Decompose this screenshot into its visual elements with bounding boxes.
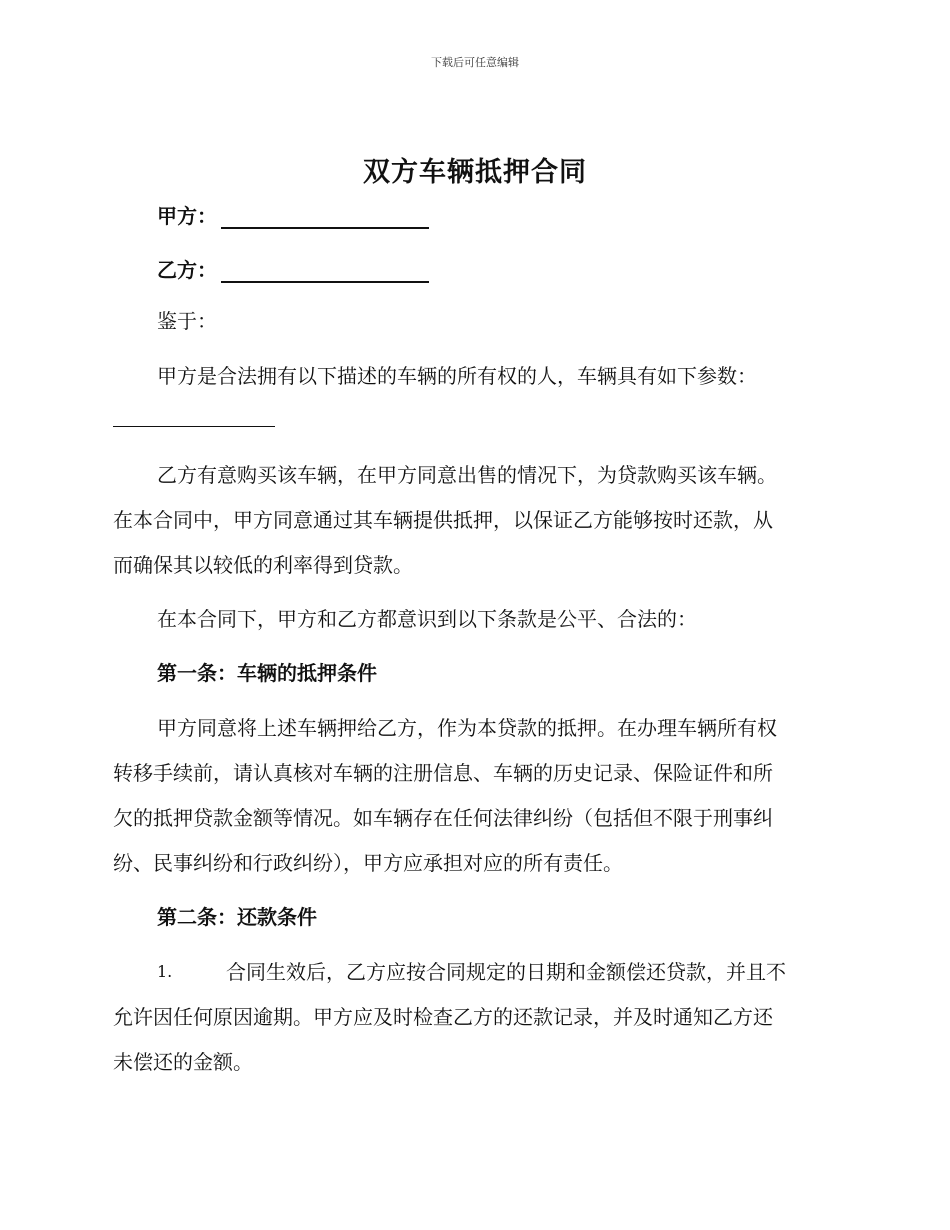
whereas-heading: 鉴于： <box>157 309 217 333</box>
paragraph-purchase-line-1: 乙方有意购买该车辆，在甲方同意出售的情况下，为贷款购买该车辆。 <box>157 463 777 487</box>
party-b-blank-line <box>221 263 429 283</box>
article-1-line-2: 转移手续前，请认真核对车辆的注册信息、车辆的历史记录、保险证件和所 <box>113 761 773 785</box>
party-b-field <box>157 254 429 283</box>
article-2-title: 第二条：还款条件 <box>157 905 317 929</box>
vehicle-params-blank-line <box>113 426 275 427</box>
header-note: 下载后可任意编辑 <box>431 56 519 69</box>
document-title: 双方车辆抵押合同 <box>363 157 587 188</box>
article-2-item-1-line-1: 合同生效后，乙方应按合同规定的日期和金额偿还贷款，并且不 <box>226 960 786 984</box>
party-a-label: 甲方： <box>157 204 217 228</box>
article-1-line-1: 甲方同意将上述车辆押给乙方，作为本贷款的抵押。在办理车辆所有权 <box>157 716 777 740</box>
article-1-line-3: 欠的抵押贷款金额等情况。如车辆存在任何法律纠纷（包括但不限于刑事纠 <box>113 806 773 830</box>
article-1-line-4: 纷、民事纠纷和行政纠纷），甲方应承担对应的所有责任。 <box>113 851 623 875</box>
paragraph-purchase-line-3: 而确保其以较低的利率得到贷款。 <box>113 553 413 577</box>
party-b-label: 乙方： <box>157 258 217 282</box>
party-a-blank-line <box>221 209 429 229</box>
party-a-field <box>157 200 429 229</box>
article-2-item-1-line-3: 未偿还的金额。 <box>113 1050 253 1074</box>
paragraph-ownership: 甲方是合法拥有以下描述的车辆的所有权的人，车辆具有如下参数： <box>157 364 757 388</box>
article-1-title: 第一条：车辆的抵押条件 <box>157 661 377 685</box>
paragraph-fairness: 在本合同下，甲方和乙方都意识到以下条款是公平、合法的： <box>157 607 697 631</box>
article-2-item-1-line-2: 允许因任何原因逾期。甲方应及时检查乙方的还款记录，并及时通知乙方还 <box>113 1005 773 1029</box>
paragraph-purchase-line-2: 在本合同中，甲方同意通过其车辆提供抵押，以保证乙方能够按时还款，从 <box>113 508 773 532</box>
article-2-item-1-number: 1. <box>157 962 173 981</box>
